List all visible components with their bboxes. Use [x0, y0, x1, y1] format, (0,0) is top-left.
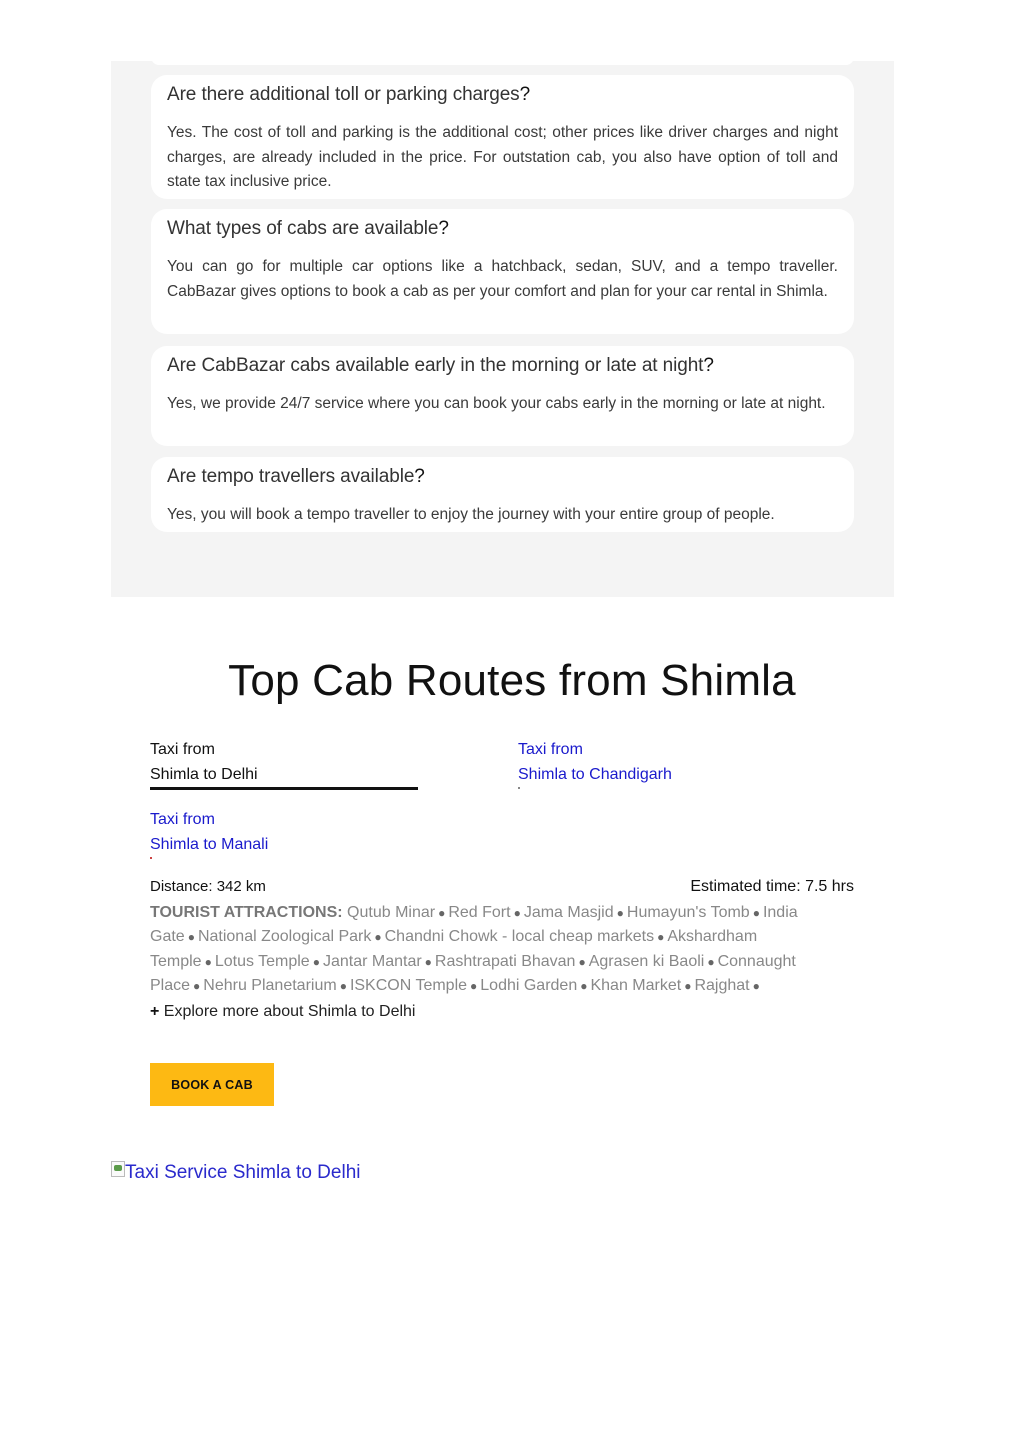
- image-alt-text: Taxi Service Shimla to Delhi: [125, 1162, 361, 1183]
- bullet-dot-icon: ●: [578, 954, 586, 969]
- bullet-dot-icon: ●: [707, 954, 715, 969]
- active-tab-underline: [150, 787, 418, 790]
- bullet-dot-icon: ●: [374, 930, 382, 945]
- faq-answer: Yes, you will book a tempo traveller to enjoy the journey with your entire group of people.: [167, 506, 775, 523]
- attraction-item: Rajghat: [694, 976, 750, 994]
- attraction-item: Qutub Minar: [347, 904, 436, 921]
- route-tab-shimla-delhi[interactable]: [150, 737, 258, 787]
- faq-question[interactable]: Are CabBazar cabs available early in the morning or late at night?: [167, 355, 714, 376]
- route-tab-line2: Shimla to Delhi: [150, 766, 258, 783]
- time-value: 7.5 hrs: [805, 878, 854, 895]
- bullet-dot-icon: ●: [193, 978, 201, 993]
- attraction-item: Connaught Place: [150, 952, 796, 994]
- route-tab-line2: Shimla to Chandigarh: [518, 766, 672, 783]
- faq-question[interactable]: Are there additional toll or parking charges?: [167, 84, 531, 105]
- attraction-item: Agrasen ki Baoli: [588, 952, 705, 970]
- faq-section: [111, 61, 894, 597]
- bullet-dot-icon: ●: [580, 978, 588, 993]
- bullet-dot-icon: ●: [339, 978, 347, 993]
- route-tab-shimla-chandigarh[interactable]: [518, 737, 672, 787]
- bullet-dot-icon: ●: [470, 978, 478, 993]
- tourist-attractions: TOURIST ATTRACTIONS: Qutub Minar ● Red Fort ● Jama Masjid ● Humayun's Tomb ● India Gate ● National Zoological Park ● Chandni Chowk - local cheap markets ● Akshardham Temple ● Lotus Temple ● Jantar Mantar ● Rashtrapati Bhavan ● Agrasen ki Baoli ● Connaught Place ● Nehru Planetarium ● ISKCON Temple ● Lodhi Garden ● Khan Market ● Rajghat ●: [150, 904, 798, 994]
- faq-question-mark: ?: [519, 84, 531, 105]
- faq-card[interactable]: [151, 75, 854, 199]
- route-tab-line1: Taxi from: [150, 741, 215, 758]
- attraction-item: Humayun's Tomb: [626, 904, 750, 921]
- time-label: Estimated time: [690, 878, 797, 895]
- explore-more-link[interactable]: [150, 1003, 415, 1021]
- tab-marker: [150, 857, 152, 859]
- route-tab-line1: Taxi from: [518, 741, 583, 758]
- attraction-item: Lotus Temple: [214, 952, 310, 970]
- bullet-dot-icon: ●: [616, 906, 624, 920]
- faq-card[interactable]: [151, 457, 854, 532]
- faq-answer: Yes. The cost of toll and parking is the additional cost; other prices like driver charges and night charges, are already included in the price. For outstation cab, you also have option of toll and state tax inclusive price.: [167, 124, 838, 190]
- faq-card-previous-edge: [151, 57, 854, 65]
- faq-card[interactable]: [151, 346, 854, 446]
- bullet-dot-icon: ●: [513, 906, 521, 920]
- attraction-item: Jama Masjid: [523, 904, 614, 921]
- faq-card[interactable]: [151, 209, 854, 334]
- bullet-dot-icon: ●: [684, 978, 692, 993]
- route-tab-line2: Shimla to Manali: [150, 836, 269, 853]
- attraction-item: Jantar Mantar: [322, 952, 422, 970]
- faq-question-mark: ?: [414, 466, 425, 487]
- faq-question[interactable]: Are tempo travellers available?: [167, 466, 425, 487]
- faq-question-mark: ?: [703, 355, 714, 376]
- book-a-cab-button[interactable]: BOOK A CAB: [150, 1063, 274, 1106]
- tab-marker: [518, 787, 520, 789]
- faq-question[interactable]: What types of cabs are available?: [167, 218, 449, 239]
- distance-label: Distance: [150, 878, 209, 895]
- attraction-item: Red Fort: [448, 904, 511, 921]
- bullet-dot-icon: ●: [438, 906, 446, 920]
- faq-answer: You can go for multiple car options like a hatchback, sedan, SUV, and a tempo traveller. CabBazar gives options to book a cab as per your comfort and plan for your car rental in Shimla.: [167, 258, 838, 300]
- bullet-dot-icon: ●: [424, 954, 432, 969]
- bullet-dot-icon: ●: [187, 930, 195, 945]
- attraction-item: Rashtrapati Bhavan: [434, 952, 576, 970]
- attraction-item: India Gate: [150, 904, 798, 946]
- bullet-dot-icon: ●: [312, 954, 320, 969]
- broken-image-icon: [111, 1161, 125, 1177]
- faq-question-mark: ?: [438, 218, 449, 239]
- route-image-link[interactable]: [111, 1161, 360, 1185]
- route-tab-shimla-manali[interactable]: [150, 807, 268, 857]
- attraction-item: Khan Market: [590, 976, 682, 994]
- attraction-item: National Zoological Park: [197, 928, 372, 946]
- attraction-item: Akshardham Temple: [150, 928, 758, 970]
- distance-value: 342 km: [216, 878, 266, 895]
- attraction-item: ISKCON Temple: [349, 976, 468, 994]
- route-distance: Distance: 342 km: [150, 878, 266, 895]
- route-tab-line1: Taxi from: [150, 811, 215, 828]
- bullet-dot-icon: ●: [752, 978, 760, 993]
- bullet-dot-icon: ●: [752, 906, 760, 920]
- plus-icon: +: [150, 1003, 160, 1020]
- attraction-item: Lodhi Garden: [480, 976, 578, 994]
- route-estimated-time: Estimated time: 7.5 hrs: [690, 878, 854, 895]
- bullet-dot-icon: ●: [204, 954, 212, 969]
- attraction-item: Chandni Chowk - local cheap markets: [384, 928, 655, 946]
- routes-title: Top Cab Routes from Shimla: [228, 656, 796, 705]
- attraction-item: Nehru Planetarium: [203, 976, 337, 994]
- faq-answer: Yes, we provide 24/7 service where you can book your cabs early in the morning or late at night.: [167, 395, 826, 412]
- bullet-dot-icon: ●: [657, 930, 665, 945]
- attractions-label: TOURIST ATTRACTIONS: [150, 904, 338, 921]
- explore-more-text: Explore more about Shimla to Delhi: [163, 1003, 416, 1020]
